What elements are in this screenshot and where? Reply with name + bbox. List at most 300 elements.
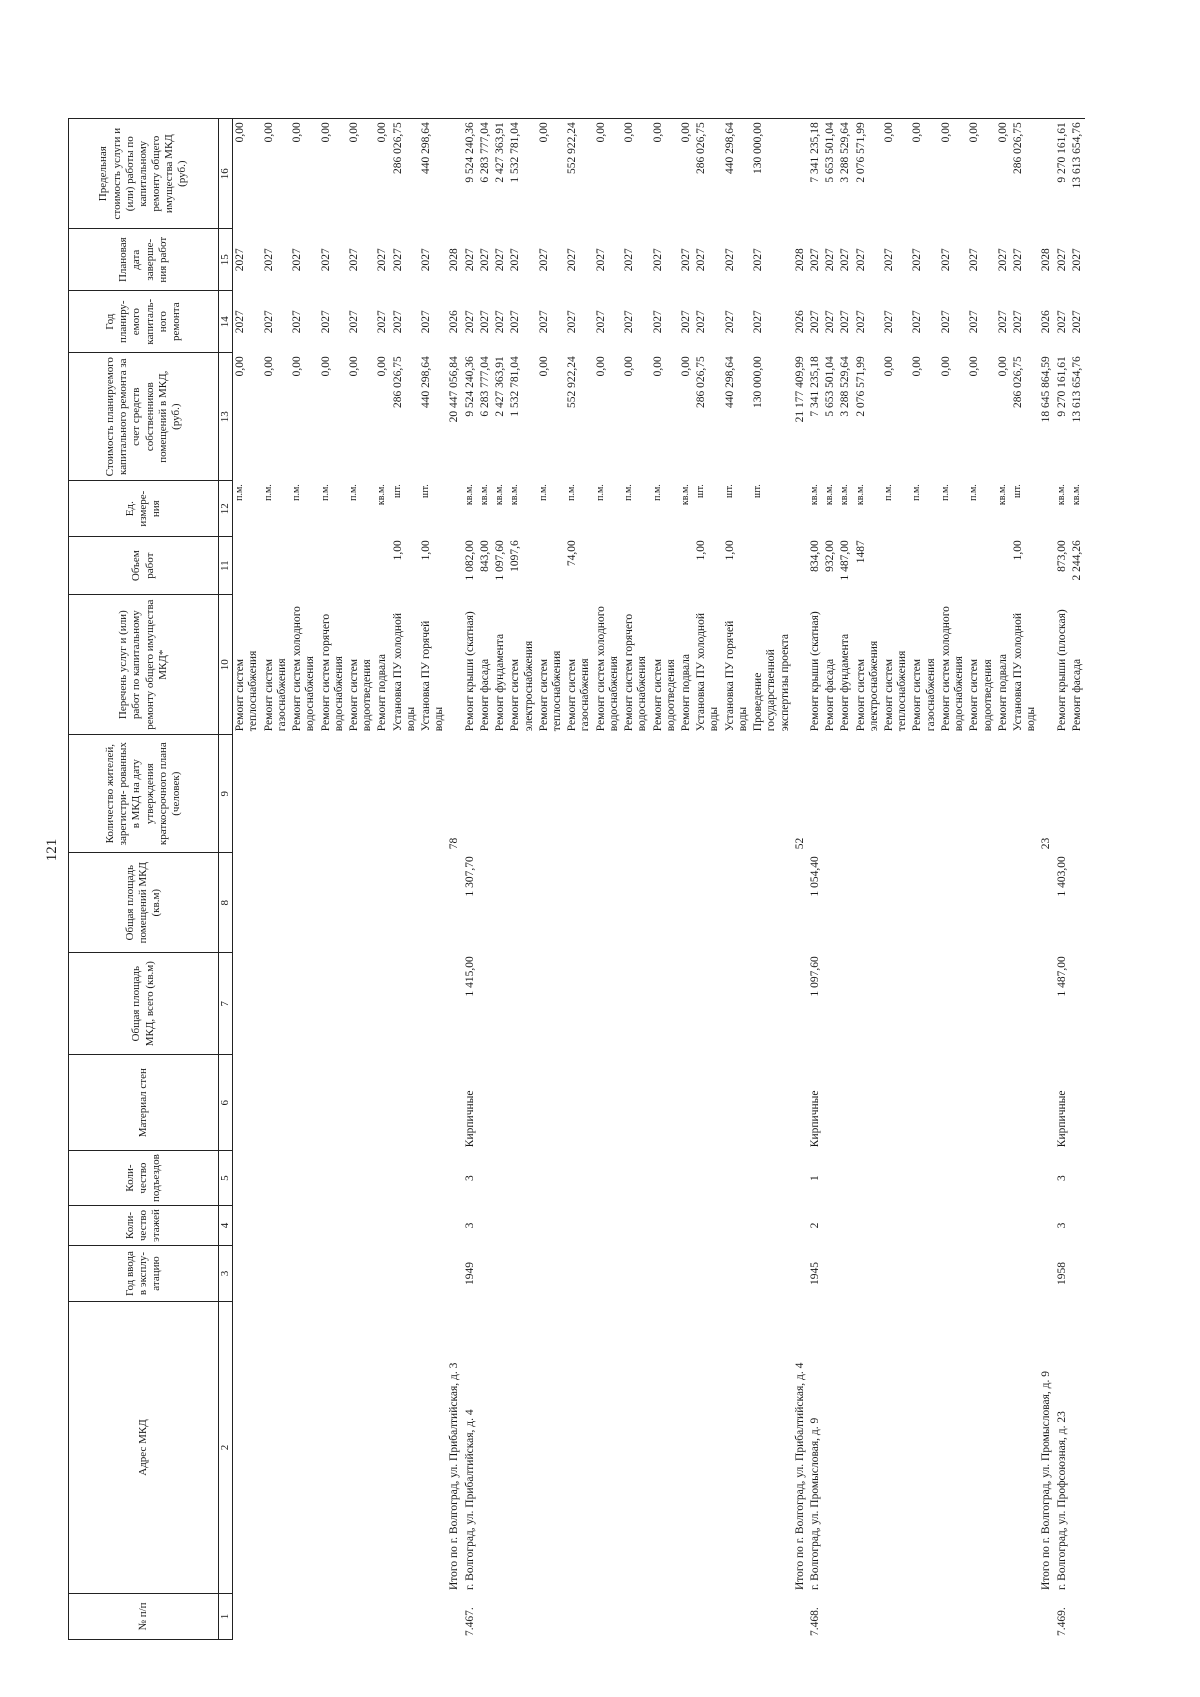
- volume-cell: [375, 537, 390, 595]
- volume-cell: [910, 537, 938, 595]
- end-date-cell: 2027: [420, 248, 433, 272]
- address-cell: [391, 1302, 419, 1594]
- repair-year-cell: 2027: [594, 310, 607, 334]
- header-cell: Предельная стоимость услуги и (или) работы по капитальному ремонту общего имущества МКД (руб.): [69, 119, 219, 229]
- table-row: [463, 119, 478, 1640]
- header-cell: Год планиру- емого капиталь- ного ремонта: [69, 291, 219, 353]
- address-cell: [967, 1302, 995, 1594]
- table-row: [838, 119, 853, 1640]
- table-row: [996, 119, 1011, 1640]
- rooms-area-cell: [319, 853, 347, 953]
- floors-cell: [679, 1206, 694, 1246]
- wall-material-cell: Кирпичные: [808, 1090, 821, 1148]
- row-number: [594, 1594, 622, 1640]
- column-number: 6: [219, 1055, 233, 1151]
- column-number: 16: [219, 119, 233, 229]
- residents-cell: [1070, 735, 1085, 853]
- address-cell: [319, 1302, 347, 1594]
- volume-cell: [447, 537, 462, 595]
- address-cell: [679, 1302, 694, 1594]
- table-row: [910, 119, 938, 1640]
- work-type-cell: Ремонт подвала: [679, 654, 692, 732]
- column-number: 3: [219, 1246, 233, 1302]
- repair-year-cell: 2027: [494, 310, 507, 334]
- limit-cost-cell: 286 026,75: [1012, 122, 1024, 174]
- cost-cell: 0,00: [939, 356, 952, 377]
- unit-cell: кв.м.: [1055, 484, 1067, 506]
- work-type-cell: Ремонт подвала: [376, 654, 389, 732]
- repair-year-cell: 2027: [723, 310, 736, 334]
- end-date-cell: 2027: [1070, 248, 1083, 272]
- volume-cell: 834,00: [808, 540, 821, 572]
- limit-cost-cell: 286 026,75: [695, 122, 708, 174]
- row-number: [910, 1594, 938, 1640]
- volume-cell: [319, 537, 347, 595]
- unit-cell: [447, 481, 462, 537]
- end-date-cell: 2027: [376, 248, 389, 272]
- volume-cell: [233, 537, 262, 595]
- wall-material-cell: [565, 1055, 593, 1151]
- work-type-cell: Установка ПУ холодной воды: [1012, 613, 1038, 732]
- limit-cost-cell: 1 532 781,04: [509, 122, 522, 183]
- entrances-cell: [939, 1151, 967, 1206]
- residents-cell: [463, 735, 478, 853]
- page-number: 121: [44, 838, 60, 862]
- unit-cell: п.м.: [262, 484, 274, 501]
- header-cell: Коли- чество подъездов: [69, 1151, 219, 1206]
- table-row: [290, 119, 318, 1640]
- unit-cell: кв.м.: [509, 484, 521, 506]
- entrances-cell: 3: [1055, 1175, 1068, 1181]
- repair-year-cell: 2027: [347, 310, 360, 334]
- end-date-cell: 2027: [911, 248, 924, 272]
- residents-cell: [493, 735, 508, 853]
- table-row: [565, 119, 593, 1640]
- limit-cost-cell: 0,00: [594, 122, 607, 143]
- total-area-cell: [793, 953, 808, 1055]
- total-area-cell: [854, 953, 882, 1055]
- floors-cell: [447, 1206, 462, 1246]
- limit-cost-cell: 9 270 161,61: [1055, 122, 1068, 183]
- floors-cell: [233, 1206, 262, 1246]
- cost-cell: 9 270 161,61: [1055, 356, 1068, 417]
- table-row: [622, 119, 650, 1640]
- total-area-cell: [375, 953, 390, 1055]
- address-cell: [751, 1302, 793, 1594]
- wall-material-cell: [594, 1055, 622, 1151]
- total-area-cell: [823, 953, 838, 1055]
- limit-cost-cell: 0,00: [347, 122, 360, 143]
- year-built-cell: [537, 1246, 565, 1302]
- repair-year-cell: 2027: [854, 310, 867, 334]
- address-cell: [823, 1302, 838, 1594]
- wall-material-cell: [939, 1055, 967, 1151]
- address-cell: [594, 1302, 622, 1594]
- rooms-area-cell: [375, 853, 390, 953]
- rooms-area-cell: [493, 853, 508, 953]
- limit-cost-cell: 0,00: [679, 122, 692, 143]
- row-number: [347, 1594, 375, 1640]
- total-area-cell: [537, 953, 565, 1055]
- volume-cell: [882, 537, 910, 595]
- table-row: [594, 119, 622, 1640]
- column-number: 15: [219, 229, 233, 291]
- entrances-cell: [262, 1151, 290, 1206]
- floors-cell: [1070, 1206, 1085, 1246]
- entrances-cell: [1011, 1151, 1039, 1206]
- total-area-cell: [967, 953, 995, 1055]
- floors-cell: 3: [463, 1222, 476, 1229]
- column-number: 14: [219, 291, 233, 353]
- entrances-cell: [838, 1151, 853, 1206]
- entrances-cell: [493, 1151, 508, 1206]
- rooms-area-cell: [1070, 853, 1085, 953]
- address-cell: [508, 1302, 536, 1594]
- address-cell: [262, 1302, 290, 1594]
- wall-material-cell: [751, 1055, 793, 1151]
- rooms-area-cell: [910, 853, 938, 953]
- column-number: 10: [219, 595, 233, 735]
- unit-cell: кв.м.: [478, 484, 490, 506]
- year-built-cell: [823, 1246, 838, 1302]
- work-type-cell: Ремонт систем холодного водоснабжения: [291, 606, 317, 732]
- end-date-cell: 2027: [623, 248, 636, 272]
- total-area-cell: [478, 953, 493, 1055]
- work-type-cell: Ремонт систем водоотведения: [651, 658, 677, 732]
- residents-cell: [565, 735, 593, 853]
- table-row: [854, 119, 882, 1640]
- address-cell: [854, 1302, 882, 1594]
- end-date-cell: 2027: [968, 248, 981, 272]
- limit-cost-cell: 5 653 501,04: [824, 122, 837, 183]
- wall-material-cell: Кирпичные: [463, 1090, 476, 1148]
- work-type-cell: Ремонт систем горячего водоснабжения: [319, 613, 345, 732]
- work-type-cell: Ремонт систем газоснабжения: [566, 658, 592, 732]
- year-built-cell: [233, 1246, 262, 1302]
- rooms-area-cell: [391, 853, 419, 953]
- volume-cell: 1 487,00: [839, 540, 852, 581]
- row-number: [1011, 1594, 1039, 1640]
- address-cell: Итого по г. Волгоград, ул. Прибалтийская, д. 3: [448, 1362, 461, 1590]
- cost-cell: 552 922,24: [566, 356, 579, 408]
- unit-cell: п.м.: [537, 484, 549, 501]
- table-row: [508, 119, 536, 1640]
- floors-cell: [694, 1206, 722, 1246]
- repair-year-cell: 2027: [566, 310, 579, 334]
- floors-cell: [967, 1206, 995, 1246]
- row-number: [679, 1594, 694, 1640]
- entrances-cell: [508, 1151, 536, 1206]
- limit-cost-cell: 130 000,00: [752, 122, 765, 174]
- year-built-cell: [910, 1246, 938, 1302]
- wall-material-cell: [823, 1055, 838, 1151]
- cost-cell: 0,00: [594, 356, 607, 377]
- repair-year-cell: 2027: [695, 310, 708, 334]
- floors-cell: [996, 1206, 1011, 1246]
- table-row: [537, 119, 565, 1640]
- header-cell: Общая площадь помещений МКД (кв.м): [69, 853, 219, 953]
- total-area-cell: 1 097,60: [808, 956, 821, 997]
- work-type-cell: [793, 595, 808, 735]
- address-cell: [233, 1302, 262, 1594]
- unit-cell: кв.м.: [463, 484, 475, 506]
- wall-material-cell: [1011, 1055, 1039, 1151]
- column-number: 11: [219, 537, 233, 595]
- cost-cell: 1 532 781,04: [509, 356, 522, 417]
- row-number: [262, 1594, 290, 1640]
- residents-cell: 78: [448, 837, 461, 850]
- repair-year-cell: 2027: [883, 310, 896, 334]
- table-row: [1055, 119, 1070, 1640]
- unit-cell: кв.м.: [1070, 484, 1082, 506]
- row-number: [939, 1594, 967, 1640]
- rooms-area-cell: [508, 853, 536, 953]
- work-type-cell: Ремонт систем водоотведения: [968, 658, 994, 732]
- repair-year-cell: 2027: [752, 310, 765, 334]
- year-built-cell: [290, 1246, 318, 1302]
- year-built-cell: [854, 1246, 882, 1302]
- repair-year-cell: 2027: [911, 310, 924, 334]
- table-row: [262, 119, 290, 1640]
- address-cell: [723, 1302, 751, 1594]
- total-row: [447, 119, 462, 1640]
- cost-cell: 286 026,75: [1012, 356, 1024, 408]
- cost-cell: 130 000,00: [752, 356, 765, 408]
- year-built-cell: [939, 1246, 967, 1302]
- rooms-area-cell: 1 054,40: [808, 856, 821, 897]
- rooms-area-cell: [233, 853, 262, 953]
- limit-cost-cell: [793, 119, 808, 229]
- total-area-cell: [939, 953, 967, 1055]
- unit-cell: п.м.: [319, 484, 331, 501]
- address-cell: [478, 1302, 493, 1594]
- table-row: [233, 119, 262, 1640]
- row-number: [996, 1594, 1011, 1640]
- end-date-cell: 2027: [347, 248, 360, 272]
- volume-cell: 1 082,00: [463, 540, 476, 581]
- wall-material-cell: [1039, 1055, 1054, 1151]
- entrances-cell: [419, 1151, 447, 1206]
- year-built-cell: [793, 1246, 808, 1302]
- year-built-cell: [508, 1246, 536, 1302]
- floors-cell: [565, 1206, 593, 1246]
- cost-cell: 0,00: [262, 356, 275, 377]
- repair-year-cell: 2027: [1012, 310, 1024, 334]
- limit-cost-cell: 0,00: [911, 122, 924, 143]
- wall-material-cell: [347, 1055, 375, 1151]
- residents-cell: [996, 735, 1011, 853]
- unit-cell: шт.: [391, 484, 403, 499]
- column-number: 9: [219, 735, 233, 853]
- cost-cell: 6 283 777,04: [478, 356, 491, 417]
- row-number: [854, 1594, 882, 1640]
- rooms-area-cell: [447, 853, 462, 953]
- table-row: [347, 119, 375, 1640]
- floors-cell: [838, 1206, 853, 1246]
- floors-cell: [723, 1206, 751, 1246]
- floors-cell: [493, 1206, 508, 1246]
- rooms-area-cell: [967, 853, 995, 953]
- cost-cell: 286 026,75: [695, 356, 708, 408]
- unit-cell: кв.м.: [996, 484, 1008, 506]
- end-date-cell: 2028: [448, 248, 461, 272]
- wall-material-cell: [996, 1055, 1011, 1151]
- table-row: [808, 119, 823, 1640]
- work-type-cell: Ремонт систем водоотведения: [347, 658, 374, 732]
- residents-cell: [319, 735, 347, 853]
- header-cell: Коли- чество этажей: [69, 1206, 219, 1246]
- row-number: [694, 1594, 722, 1640]
- wall-material-cell: [375, 1055, 390, 1151]
- cost-cell: 2 076 571,99: [854, 356, 867, 417]
- unit-cell: п.м.: [939, 484, 951, 501]
- residents-cell: [854, 735, 882, 853]
- row-number: [375, 1594, 390, 1640]
- column-number: 1: [219, 1594, 233, 1640]
- address-cell: [694, 1302, 722, 1594]
- year-built-cell: [391, 1246, 419, 1302]
- row-number: [1070, 1594, 1085, 1640]
- cost-cell: 13 613 654,76: [1070, 356, 1083, 423]
- row-number: [290, 1594, 318, 1640]
- unit-cell: п.м.: [566, 484, 578, 501]
- cost-cell: 5 653 501,04: [824, 356, 837, 417]
- residents-cell: [679, 735, 694, 853]
- table-row: [723, 119, 751, 1640]
- volume-cell: 1,00: [420, 540, 433, 561]
- entrances-cell: [793, 1151, 808, 1206]
- entrances-cell: [391, 1151, 419, 1206]
- limit-cost-cell: 0,00: [939, 122, 952, 143]
- cost-cell: 0,00: [234, 356, 247, 377]
- unit-cell: кв.м.: [679, 484, 691, 506]
- residents-cell: [622, 735, 650, 853]
- work-type-cell: Ремонт крыши (скатная): [808, 611, 821, 732]
- floors-cell: [419, 1206, 447, 1246]
- end-date-cell: 2027: [478, 248, 491, 272]
- column-number: 4: [219, 1206, 233, 1246]
- floors-cell: [375, 1206, 390, 1246]
- volume-cell: [751, 537, 793, 595]
- limit-cost-cell: 2 076 571,99: [854, 122, 867, 183]
- cost-cell: 0,00: [291, 356, 304, 377]
- repair-year-cell: 2027: [996, 310, 1009, 334]
- table-row: [651, 119, 679, 1640]
- row-number: [723, 1594, 751, 1640]
- entrances-cell: [1039, 1151, 1054, 1206]
- volume-cell: [967, 537, 995, 595]
- wall-material-cell: [508, 1055, 536, 1151]
- header-cell: Год ввода в эксплу- атацию: [69, 1246, 219, 1302]
- limit-cost-cell: 3 288 529,64: [839, 122, 852, 183]
- year-built-cell: [751, 1246, 793, 1302]
- repair-year-cell: 2027: [391, 310, 404, 334]
- entrances-cell: [319, 1151, 347, 1206]
- header-cell: Количество жителей, зарегистри- рованных в МКД на дату утверждения краткосрочного плана (человек): [69, 735, 219, 853]
- total-area-cell: [319, 953, 347, 1055]
- year-built-cell: [594, 1246, 622, 1302]
- rooms-area-cell: [1011, 853, 1039, 953]
- address-cell: Итого по г. Волгоград, ул. Промысловая, д. 9: [1040, 1371, 1053, 1590]
- end-date-cell: 2027: [808, 248, 821, 272]
- floors-cell: [939, 1206, 967, 1246]
- residents-cell: [347, 735, 375, 853]
- floors-cell: [622, 1206, 650, 1246]
- table-row: [823, 119, 838, 1640]
- row-number: [823, 1594, 838, 1640]
- limit-cost-cell: 9 524 240,36: [463, 122, 476, 183]
- total-area-cell: [594, 953, 622, 1055]
- residents-cell: [651, 735, 679, 853]
- unit-cell: шт.: [1012, 484, 1023, 499]
- wall-material-cell: [679, 1055, 694, 1151]
- entrances-cell: [882, 1151, 910, 1206]
- address-cell: [910, 1302, 938, 1594]
- work-type-cell: Ремонт систем холодного водоснабжения: [939, 606, 966, 732]
- header-cell: № п/п: [69, 1594, 219, 1640]
- row-number: [1039, 1594, 1054, 1640]
- total-area-cell: [447, 953, 462, 1055]
- unit-cell: п.м.: [234, 484, 246, 501]
- end-date-cell: 2027: [723, 248, 736, 272]
- row-number: 7.467.: [463, 1607, 476, 1636]
- repair-year-cell: 2027: [376, 310, 389, 334]
- wall-material-cell: Кирпичные: [1055, 1090, 1068, 1148]
- unit-cell: п.м.: [968, 484, 980, 501]
- residents-cell: [233, 735, 262, 853]
- row-number: [493, 1594, 508, 1640]
- rooms-area-cell: [694, 853, 722, 953]
- limit-cost-cell: 0,00: [319, 122, 332, 143]
- limit-cost-cell: 440 298,64: [723, 122, 736, 174]
- column-number: 2: [219, 1302, 233, 1594]
- limit-cost-cell: 6 283 777,04: [478, 122, 491, 183]
- wall-material-cell: [1070, 1055, 1085, 1151]
- residents-cell: [262, 735, 290, 853]
- rooms-area-cell: [679, 853, 694, 953]
- entrances-cell: [651, 1151, 679, 1206]
- work-type-cell: [447, 595, 462, 735]
- repair-year-cell: 2027: [1055, 310, 1068, 334]
- unit-cell: кв.м.: [808, 484, 820, 506]
- unit-cell: кв.м.: [824, 484, 836, 506]
- limit-cost-cell: 0,00: [376, 122, 389, 143]
- volume-cell: [347, 537, 375, 595]
- end-date-cell: 2027: [839, 248, 852, 272]
- work-type-cell: Установка ПУ горячей воды: [723, 620, 749, 732]
- year-built-cell: [679, 1246, 694, 1302]
- cost-cell: 0,00: [537, 356, 550, 377]
- total-area-cell: [347, 953, 375, 1055]
- volume-cell: [290, 537, 318, 595]
- rooms-area-cell: [939, 853, 967, 953]
- limit-cost-cell: 552 922,24: [566, 122, 579, 174]
- repair-year-cell: 2027: [319, 310, 332, 334]
- address-cell: [838, 1302, 853, 1594]
- floors-cell: [391, 1206, 419, 1246]
- repair-year-cell: 2026: [1040, 310, 1053, 334]
- rooms-area-cell: [537, 853, 565, 953]
- limit-cost-cell: 0,00: [537, 122, 550, 143]
- entrances-cell: [679, 1151, 694, 1206]
- total-area-cell: [622, 953, 650, 1055]
- rooms-area-cell: [262, 853, 290, 953]
- row-number: [565, 1594, 593, 1640]
- rooms-area-cell: [838, 853, 853, 953]
- work-type-cell: [1039, 595, 1054, 735]
- volume-cell: [537, 537, 565, 595]
- repair-year-cell: 2027: [824, 310, 837, 334]
